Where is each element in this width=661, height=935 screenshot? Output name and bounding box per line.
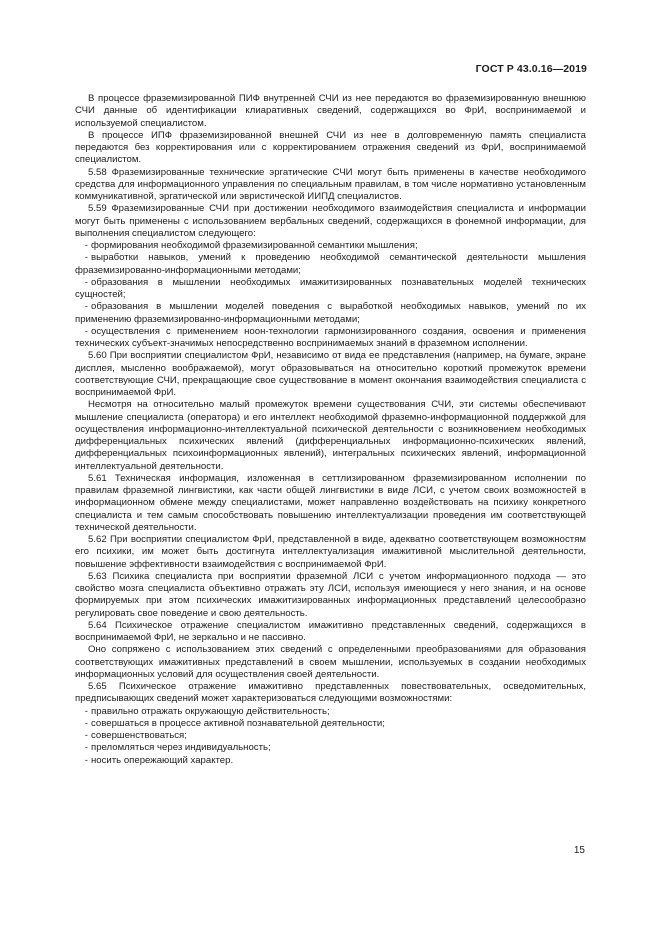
list-item — [75, 755, 586, 767]
paragraph: 5.58 Фраземизированные технические эргатические СЧИ могут быть применены в качестве необходимого средства для информационного управления по специальным правилам, в том числе нормативно установленным коммуникативной, эргатической или эвристической ИИПД специалистов. — [75, 166, 586, 202]
paragraph: 5.64 Психическое отражение специалистом имажитивно представленных сведений, содержащихся в воспринимаемой ФрИ, не зеркально и не пассивно. — [75, 619, 586, 643]
paragraph: 5.60 При восприятии специалистом ФрИ, независимо от вида ее представления (например, на бумаге, экране дисплея, мысленно воображаемой), могут образовываться на относительно короткий промежуток времени соответствующие СЧИ, прекращающие свое существование в момент окончания взаимодействия специалиста с воспринимаемой ФрИ. — [75, 350, 586, 398]
list-dash: - — [84, 730, 88, 741]
list-dash: - — [84, 252, 88, 264]
list-item — [75, 742, 586, 754]
list-item — [75, 730, 586, 742]
paragraph: 5.61 Техническая информация, изложенная в сеттлизированном фраземизированном исполнении по правилам фраземной лингвистики, как части общей лингвистики в виде ЛСИ, с учетом своих возможностей в информационном обмене между специалистами, может направленно воздействовать на психику конкретного специалиста и тем самым способствовать повышению интеллектуализации проведения им соответствующей технической деятельности. — [75, 472, 586, 533]
list-item — [75, 240, 586, 252]
list-item — [75, 718, 586, 730]
list-item-text: образования в мышлении необходимых имажитизированных познавательных моделей технических сущностей; — [75, 276, 586, 300]
paragraph: Оно сопряжено с использованием этих сведений с определенными преобразованиями для образования соответствующих имажитивных представлений в своем мышлении, используемых в создании необходимых информационных условий для осуществления своей деятельности. — [75, 644, 586, 680]
list-dash: - — [84, 301, 88, 313]
paragraph: В процессе ИПФ фраземизированной внешней СЧИ из нее в долговременную память специалиста передаются без корректирования или с корректированием отражения сведений из ФрИ, воспринимаемой специалистом. — [75, 129, 586, 166]
paragraph: 5.63 Психика специалиста при восприятии фраземной ЛСИ с учетом информационного подхода — это свойство мозга специалиста объективно отражать эту ЛСИ, используя имеющиеся у него знания, и на основе формируемых при этом психических имажитизированных информационных представлений целесообразно регулировать свое поведение и свою деятельность. — [75, 570, 586, 619]
list-dash: - — [84, 705, 88, 717]
list-item-text: совершаться в процессе активной познавательной деятельности; — [91, 717, 385, 729]
list-item-text: формирования необходимой фраземизированной семантики мышления; — [91, 240, 418, 251]
list-item-text: преломляться через индивидуальность; — [91, 742, 271, 754]
list-dash: - — [84, 240, 88, 251]
paragraph: 5.62 При восприятии специалистом ФрИ, представленной в виде, адекватно соответствующем возможностям его психики, им может быть достигнута интеллектуализация имажитивной мыслительной деятельности, повышение эффективности взаимодействия с воспринимаемой ФрИ. — [75, 534, 586, 570]
paragraph: В процессе фраземизированной ПИФ внутренней СЧИ из нее передаются во фраземизированную внешнюю СЧИ данные об идентификации клиаративных сведений, содержащихся во ФрИ, воспринимаемой и используемой специалистом. — [75, 93, 586, 129]
list-item-text: носить опережающий характер. — [91, 754, 234, 766]
list-dash: - — [84, 325, 88, 337]
list-item-text: осуществления с применением ноон-технологии гармонизированного создания, освоения и применения технических субъект-значимых непосредственно воспринимаемых знаний в фраземном исполнении. — [75, 325, 586, 349]
list-item-text: совершенствоваться; — [91, 730, 187, 741]
list-item — [75, 252, 586, 277]
list-dash: - — [84, 754, 88, 766]
document-header: ГОСТ Р 43.0.16—2019 — [475, 63, 587, 75]
paragraph: Несмотря на относительно малый промежуток времени существования СЧИ, эти системы обеспечивают мышление специалиста (оператора) и его интеллект необходимой фраземно-информационной поддержкой для осуществления информационно-интеллектуальной психической деятельности с возникновением необходимых дифференциальных психических явлений (дифференциальных информационно-психических явлений, дифференциальных психоинформационных явлений), интегральных психических явлений, информационной интеллектуальной деятельности. — [75, 399, 586, 472]
list-item — [75, 301, 586, 326]
paragraph: 5.65 Психическое отражение имажитивно представленных повествовательных, осведомительных, предписывающих сведений может характеризоваться следующими возможностями: — [75, 681, 586, 705]
list-dash: - — [84, 276, 88, 288]
list-item-text: правильно отражать окружающую действительность; — [91, 705, 330, 717]
list-dash: - — [84, 742, 88, 754]
list-item-text: выработки навыков, умений к проведению необходимой семантической деятельности мышления фраземизированно-информационными методами; — [75, 252, 586, 276]
list-item — [75, 277, 586, 302]
document-body — [75, 93, 586, 767]
list-item — [75, 326, 586, 351]
list-item-text: образования в мышлении моделей поведения с выработкой необходимых навыков, умений по их применению фраземизированно-информационными методами; — [75, 301, 586, 325]
page-number: 15 — [573, 845, 585, 856]
list-item — [75, 706, 586, 718]
paragraph: 5.59 Фраземизированные СЧИ при достижении необходимого взаимодействия специалиста и информации могут быть применены с использованием вербальных сведений, содержащихся в фонемной информации, для выполнения специалистом следующего: — [75, 203, 586, 239]
list-dash: - — [84, 717, 88, 729]
